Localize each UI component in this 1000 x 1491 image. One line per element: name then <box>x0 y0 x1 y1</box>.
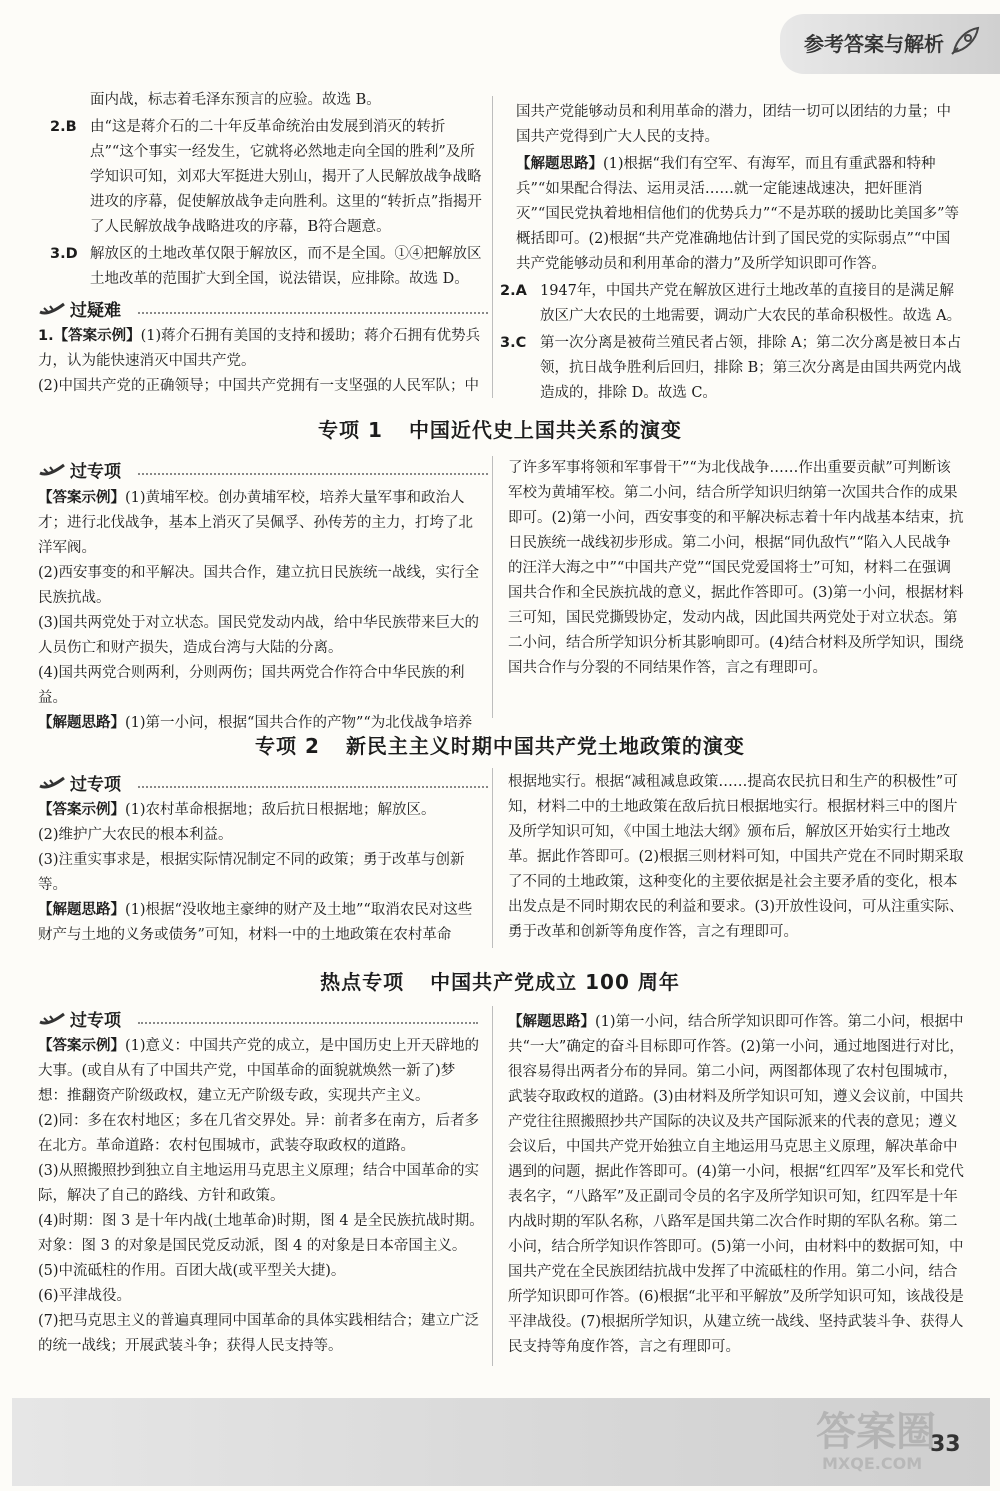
top-left2-para-2: (2)中国共产党的正确领导；中国共产党拥有一支坚强的人民军队；中 <box>38 378 480 394</box>
subheading-section-1 <box>38 457 488 483</box>
swoosh-icon <box>38 461 66 479</box>
top-left-para-2: 2.B 由“这是蒋介石的二十年反革命统治由发展到消灭的转折点”“这个事实一经发生，它就将必然地走向全国的胜利”及所学知识可知，刘邓大军挺进大别山，揭开了人民解放战争战略进攻的序幕，促使解放战争走向胜利。这里的“转折点”指揭开了人民解放战争战略进攻的序幕，B符合题意。 <box>50 119 482 235</box>
s3-right-para-1: 【解题思路】(1)第一小问，结合所学知识即可作答。第二小问，根据中共“一大”确定的奋斗目标即可作答。(2)第一小问，通过地图进行对比，很容易得出两者分布的异同。第二小问，两图都体现了农村包围城市，武装夺取政权的道路。(3)由材料及所学知识可知，遵义会议前，中国共产党往往照搬照抄共产国际的决议及共产国际派来的代表的意见；遵义会议后，中国共产党开始独立自主地运用马克思主义原理，解决革命中遇到的问题，据此作答即可。(4)第一小问，根据“红四军”及军长和党代表名字，“八路军”及正副司令员的名字及所学知识可知，红四军是十年内战时期的军队名称，八路军是国共第二次合作时期的军队名称。第二小问，结合所学知识作答即可。(5)第一小问，由材料中的数据可知，中国共产党在全民族团结抗战中发挥了中流砥柱的作用。第二小问，结合所学知识即可作答。(6)根据“北平和平解放”及所学知识可知，该战役是平津战役。(7)根据所学知识，从建立统一战线、坚持武装斗争、获得人民支持等角度作答，言之有理即可。 <box>508 1014 964 1355</box>
page-number: 33 <box>930 1432 961 1457</box>
s1-left-para-3: (3)国共两党处于对立状态。国民党发动内战，给中华民族带来巨大的人员伤亡和财产损失，造成台湾与大陆的分离。 <box>38 615 480 656</box>
section-1-left-column <box>38 486 484 736</box>
subheading-text: 过专项 <box>70 1011 121 1031</box>
column-divider <box>492 768 493 948</box>
swoosh-icon <box>38 300 66 318</box>
rocket-icon <box>946 24 982 60</box>
top-left-column-2 <box>38 324 484 399</box>
s3-left-para-1: 【答案示例】(1)意义：中国共产党的成立，是中国历史上开天辟地的大事。(或自从有了中国共产党，中国革命的面貌就焕然一新了)梦想：推翻资产阶级政权，建立无产阶级专政，实现共产主义。 <box>38 1038 480 1104</box>
s1-left-para-4: (4)国共两党合则两利，分则两伤；国共两党合作符合中华民族的利益。 <box>38 665 465 706</box>
column-divider <box>492 1006 493 1366</box>
top-left2-para-1: 1.【答案示例】(1)蒋介石拥有美国的支持和援助；蒋介石拥有优势兵力，认为能快速消灭中国共产党。 <box>38 328 481 369</box>
subheading-section-3 <box>38 1006 478 1032</box>
column-divider <box>492 96 493 398</box>
section-1-title: 专项 1 中国近代史上国共关系的演变 <box>318 418 682 442</box>
s2-left-para-2: (2)维护广大农民的根本利益。 <box>38 827 233 843</box>
s2-right-para-1: 根据地实行。根据“减租减息政策……提高农民抗日和生产的积极性”可知，材料二中的土地政策在敌后抗日根据地实行。根据材料三中的图片及所学知识可知，《中国土地法大纲》颁布后，解放区开始实行土地改革。据此作答即可。(2)根据三则材料可知，中国共产党在不同时期采取了不同的土地政策，这种变化的主要依据是社会主要矛盾的变化，根本出发点是不同时期农民的利益和要求。(3)开放性设问，可从注重实际、勇于改革和创新等角度作答，言之有理即可。 <box>508 774 964 940</box>
subheading-section-2 <box>38 770 488 796</box>
swoosh-icon <box>38 774 66 792</box>
s2-left-para-4: 【解题思路】(1)根据“没收地主豪绅的财产及土地”“取消农民对这些财产与土地的义务或债务”可知，材料一中的土地政策在农村革命 <box>38 902 473 943</box>
s1-left-para-1: 【答案示例】(1)黄埔军校。创办黄埔军校，培养大量军事和政治人才；进行北伐战争，基本上消灭了吴佩孚、孙传芳的主力，打垮了北洋军阀。 <box>38 490 473 556</box>
page-header <box>780 14 1000 74</box>
top-right-para-1: 国共产党能够动员和利用革命的潜力，团结一切可以团结的力量；中国共产党得到广大人民的支持。 <box>516 104 951 145</box>
subheading-text: 过专项 <box>70 462 121 482</box>
swoosh-icon <box>38 1010 66 1028</box>
section-3-right-column <box>508 1010 964 1360</box>
s2-left-para-1: 【答案示例】(1)农村革命根据地；敌后抗日根据地；解放区。 <box>38 802 436 818</box>
s1-left-para-5: 【解题思路】(1)第一小问，根据“国共合作的产物”“为北伐战争培养 <box>38 715 473 731</box>
s2-left-para-3: (3)注重实事求是，根据实际情况制定不同的政策；勇于改革与创新等。 <box>38 852 465 893</box>
section-2-title: 专项 2 新民主主义时期中国共产党土地政策的演变 <box>255 734 745 758</box>
s3-left-para-4: (4)时期：图 3 是十年内战(土地革命)时期，图 4 是全民族抗战时期。对象：图 3 的对象是国民党反动派，图 4 的对象是日本帝国主义。 <box>38 1213 484 1254</box>
top-right-para-4: 3.C 第一次分离是被荷兰殖民者占领，排除 A；第二次分离是被日本占领，抗日战争胜利后回归，排除 B；第三次分离是由国共两党内战造成的，排除 D。故选 C。 <box>500 335 962 401</box>
dotted-rule <box>138 473 488 475</box>
top-right-column <box>500 100 962 406</box>
top-left-para-1: 面内战，标志着毛泽东预言的应验。故选 B。 <box>90 92 381 108</box>
top-left-column <box>50 88 482 292</box>
subheading-text: 过专项 <box>70 775 121 795</box>
watermark-logo-text: 答案圈 <box>816 1409 936 1455</box>
top-right-para-2: 【解题思路】(1)根据“我们有空军、有海军，而且有重武器和特种兵”“如果配合得法、运用灵活……就一定能速战速决，把奸匪消灭”“国民党执着地相信他们的优势兵力”“不是苏联的援助比美国多”等概括即可。(2)根据“共产党准确地估计到了国民党的实际弱点”“中国共产党能够动员和利用革命的潜力”及所学知识即可作答。 <box>516 156 960 272</box>
dotted-rule <box>138 786 488 788</box>
subheading-text: 过疑难 <box>70 301 121 321</box>
top-right-para-3: 2.A 1947年，中国共产党在解放区进行土地改革的直接目的是满足解放区广大农民的土地需要，调动广大农民的革命积极性。故选 A。 <box>500 283 962 324</box>
dotted-rule <box>138 312 488 314</box>
dotted-rule <box>138 1022 478 1024</box>
subheading-guoyinan <box>38 296 488 322</box>
section-3-title: 热点专项 中国共产党成立 100 周年 <box>320 970 680 994</box>
top-left-para-3: 3.D 解放区的土地改革仅限于解放区，而不是全国。①④把解放区土地改革的范围扩大到全国，说法错误，应排除。故选 D。 <box>50 246 482 287</box>
header-title: 参考答案与解析 <box>804 32 944 56</box>
s3-left-para-6: (6)平津战役。 <box>38 1288 132 1304</box>
s3-left-para-5: (5)中流砥柱的作用。百团大战(或平型关大捷)。 <box>38 1263 346 1279</box>
site-watermark <box>796 1400 986 1484</box>
watermark-url: MXQE.COM <box>822 1454 923 1473</box>
s1-right-para-1: 了许多军事将领和军事骨干”“为北伐战争……作出重要贡献”可判断该军校为黄埔军校。第二小问，结合所学知识归纳第一次国共合作的成果即可。(2)第一小问，西安事变的和平解决标志着十年内战基本结束，抗日民族统一战线初步形成。第二小问，根据“同仇敌忾”“陷入人民战争的汪洋大海之中”“中国共产党”“国民党爱国将士”可知，材料二在强调国共合作和全民族抗战的意义，据此作答即可。(3)第一小问，根据材料三可知，国民党撕毁协定，发动内战，因此国共两党处于对立状态。第二小问，结合所学知识分析其影响即可。(4)结合材料及所学知识，围绕国共合作与分裂的不同结果作答，言之有理即可。 <box>508 460 964 676</box>
s1-left-para-2: (2)西安事变的和平解决。国共合作，建立抗日民族统一战线，实行全民族抗战。 <box>38 565 480 606</box>
section-2-left-column <box>38 798 484 948</box>
s3-left-para-3: (3)从照搬照抄到独立自主地运用马克思主义原理；结合中国革命的实际，解决了自己的路线、方针和政策。 <box>38 1163 480 1204</box>
s3-left-para-7: (7)把马克思主义的普遍真理同中国革命的具体实践相结合；建立广泛的统一战线；开展武装斗争；获得人民支持等。 <box>38 1313 480 1354</box>
section-3-left-column <box>38 1034 484 1359</box>
column-divider <box>492 456 493 718</box>
section-1-right-column <box>508 456 964 681</box>
section-2-right-column <box>508 770 964 945</box>
s3-left-para-2: (2)同：多在农村地区；多在几省交界处。异：前者多在南方，后者多在北方。革命道路：农村包围城市，武装夺取政权的道路。 <box>38 1113 480 1154</box>
